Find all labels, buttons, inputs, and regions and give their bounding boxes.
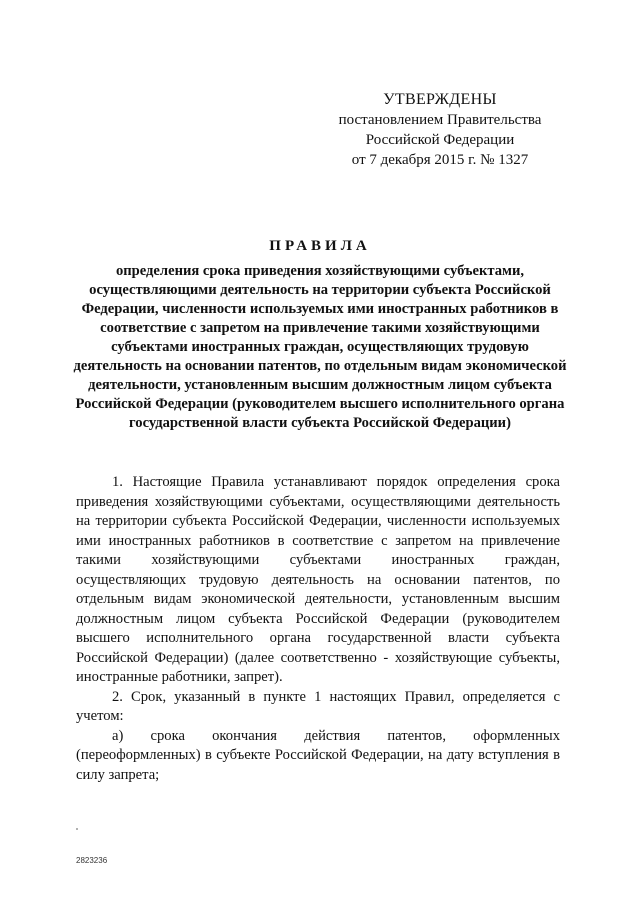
document-body: [76, 473, 560, 785]
approval-line-3: от 7 декабря 2015 г. № 1327: [351, 152, 529, 168]
paragraph-1: 1. Настоящие Правила устанавливают порядок определения срока приведения хозяйствующими субъектами, осуществляющими деятельность на территории субъекта Российской Федерации, численности используемых ими иностранных работников в соответствие с запретом на привлечение такими хозяйствующими субъектами иностранных граждан, осуществляющих трудовую деятельность на основании патентов, по отдельным видам экономической деятельности, установленным высшим должностным лицом субъекта Российской Федерации (руководителем высшего исполнительного органа государственной власти субъекта Российской Федерации) (далее соответственно - хозяйствующие субъекты, иностранные работники, запрет).: [76, 474, 560, 685]
document-code: 2823236: [76, 856, 108, 865]
approval-heading: УТВЕРЖДЕНЫ: [383, 91, 497, 108]
approval-stamp: [330, 90, 550, 170]
document-subtitle: определения срока приведения хозяйствующими субъектами, осуществляющими деятельность на территории субъекта Российской Федерации, численности используемых ими иностранных работников в соответствие с запретом на привлечение такими хозяйствующими субъектами иностранных граждан, осуществляющих трудовую деятельность на основании патентов, по отдельным видам экономической деятельности, установленным высшим должностным лицом субъекта Российской Федерации (руководителем высшего исполнительного органа государственной власти субъекта Российской Федерации): [73, 263, 567, 431]
document-title: ПРАВИЛА: [269, 238, 371, 254]
scan-speck: [76, 828, 78, 830]
approval-line-1: постановлением Правительства: [338, 112, 542, 128]
paragraph-2: 2. Срок, указанный в пункте 1 настоящих Правил, определяется с учетом:: [76, 688, 560, 724]
paragraph-2a: а) срока окончания действия патентов, оформленных (переоформленных) в субъекте Российской Федерации, на дату вступления в силу запрета;: [76, 727, 560, 783]
approval-line-2: Российской Федерации: [365, 132, 515, 148]
